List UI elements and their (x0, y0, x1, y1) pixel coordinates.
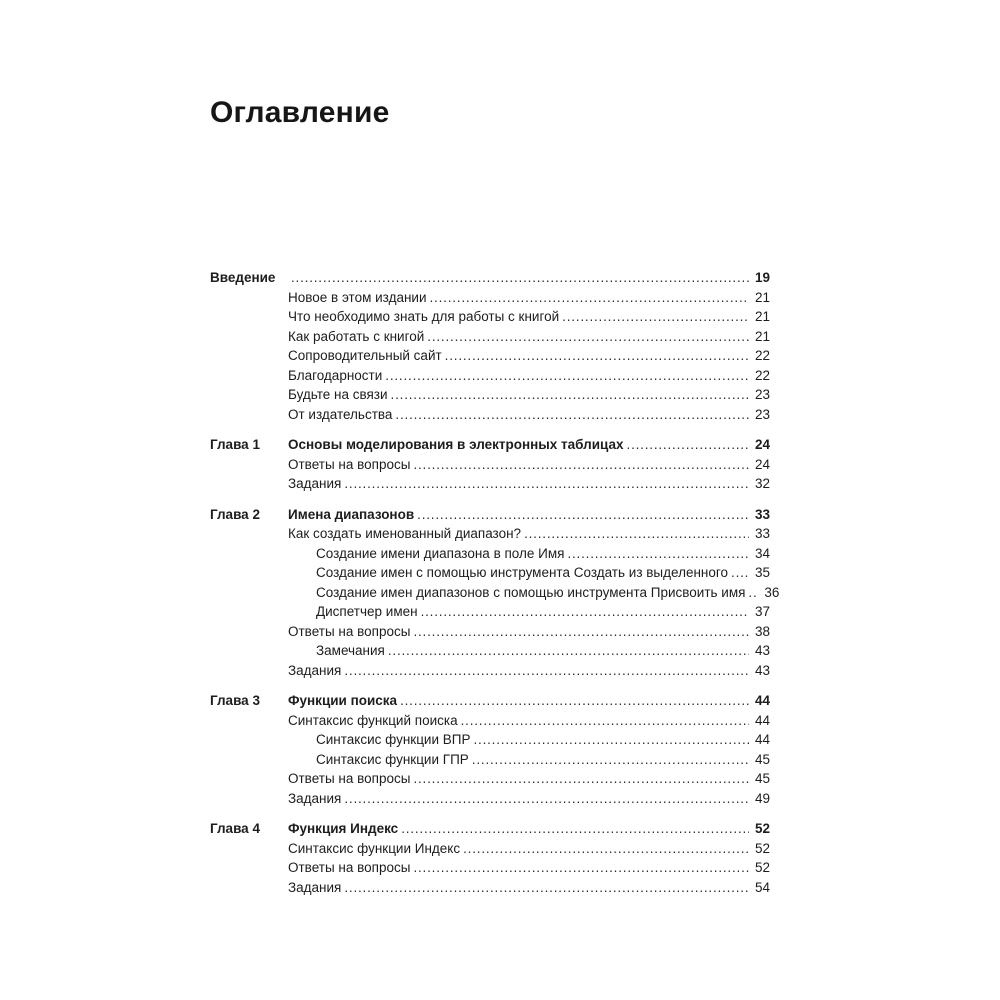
dot-leader (445, 346, 749, 366)
toc-entry-title: Ответы на вопросы (288, 771, 411, 786)
dot-leader (567, 544, 749, 564)
toc-entry-title: Что необходимо знать для работы с книгой (288, 309, 560, 324)
dot-leader (413, 455, 749, 475)
dot-leader (627, 435, 749, 455)
toc-entry (210, 505, 770, 525)
toc-entry-title: Ответы на вопросы (288, 860, 411, 875)
toc-entry-page: 49 (754, 790, 770, 806)
toc-entry-page: 44 (754, 732, 770, 747)
dot-leader (430, 288, 750, 308)
dot-leader (400, 691, 749, 711)
toc-entry-page: 52 (754, 860, 770, 875)
toc-entry-page: 43 (754, 643, 770, 658)
toc-entry-title: Задания (288, 662, 342, 678)
toc-entry-title: Имена диапазонов (288, 506, 415, 522)
toc-entry-label: Введение (210, 270, 276, 285)
toc-entry (210, 858, 770, 878)
toc-entry-page: 22 (754, 367, 770, 383)
toc-entry (210, 307, 770, 327)
toc-entry (210, 524, 770, 544)
toc-entry (210, 474, 770, 494)
dot-leader (427, 327, 749, 347)
toc-entry-page: 37 (754, 604, 770, 619)
toc-entry-page: 22 (754, 348, 770, 363)
toc-entry-page: 33 (754, 506, 770, 522)
dot-leader (463, 839, 749, 859)
toc-entry-page: 34 (754, 545, 770, 561)
toc-entry-title: Новое в этом издании (288, 289, 427, 305)
toc-entry-title: Синтаксис функции ВПР (316, 732, 471, 747)
toc-entry-page: 21 (754, 309, 770, 324)
toc-entry-label: Глава 2 (210, 506, 260, 522)
toc-entry-page: 24 (754, 456, 770, 472)
toc-entry-title: Функция Индекс (288, 821, 399, 836)
toc-entry-title: Синтаксис функции Индекс (288, 840, 461, 856)
toc-list (210, 268, 780, 897)
toc-entry-page: 52 (754, 840, 770, 856)
dot-leader (385, 366, 749, 386)
dot-leader (461, 711, 749, 731)
toc-entry-title: Задания (288, 879, 342, 895)
toc-entry (210, 691, 770, 711)
toc-entry-page: 32 (754, 476, 770, 491)
dot-leader (391, 385, 749, 405)
toc-entry-page: 38 (754, 623, 770, 639)
toc-entry (210, 583, 780, 603)
toc-entry (210, 563, 770, 583)
toc-entry (210, 455, 770, 475)
toc-entry (210, 878, 770, 898)
toc-entry-title: Благодарности (288, 367, 383, 383)
toc-entry-title: От издательства (288, 406, 393, 422)
toc-entry (210, 435, 770, 455)
toc-entry-title: Сопроводительный сайт (288, 348, 442, 363)
toc-entry-page: 21 (754, 289, 770, 305)
dot-leader (344, 878, 749, 898)
toc-entry-title: Ответы на вопросы (288, 456, 411, 472)
toc-entry-title: Синтаксис функций поиска (288, 712, 458, 728)
toc-entry-title: Задания (288, 790, 342, 806)
dot-leader (524, 524, 749, 544)
toc-entry-title: Функции поиска (288, 693, 398, 708)
toc-entry (210, 602, 770, 622)
toc-entry (210, 405, 770, 425)
toc-entry-page: 21 (754, 328, 770, 344)
toc-entry-title: Основы моделирования в электронных таблицах (288, 437, 624, 452)
dot-leader (413, 858, 749, 878)
dot-leader (291, 268, 749, 288)
dot-leader (344, 789, 749, 809)
toc-entry (210, 730, 770, 750)
page-title: Оглавление (210, 96, 390, 129)
toc-entry-page: 36 (764, 584, 780, 600)
toc-entry (210, 769, 770, 789)
dot-leader (562, 307, 749, 327)
toc-entry-page: 52 (754, 821, 770, 836)
toc-entry-page: 45 (754, 751, 770, 767)
toc-entry-page: 33 (754, 526, 770, 541)
dot-leader (344, 661, 749, 681)
page-content (210, 96, 780, 897)
toc-entry-label: Глава 1 (210, 437, 260, 452)
toc-entry-page: 23 (754, 406, 770, 422)
dot-leader (344, 474, 749, 494)
toc-entry (210, 385, 770, 405)
toc-entry-title: Как создать именованный диапазон? (288, 526, 522, 541)
toc-entry-page: 24 (754, 437, 770, 452)
toc-entry (210, 622, 770, 642)
dot-leader (395, 405, 749, 425)
toc-entry-title: Как работать с книгой (288, 328, 425, 344)
toc-entry (210, 789, 770, 809)
dot-leader (413, 769, 749, 789)
dot-leader (401, 819, 749, 839)
toc-entry (210, 839, 770, 859)
toc-entry (210, 819, 770, 839)
toc-entry-title: Ответы на вопросы (288, 623, 411, 639)
toc-entry-title: Замечания (316, 643, 385, 658)
toc-entry (210, 750, 770, 770)
dot-leader (748, 583, 758, 603)
toc-entry-title: Будьте на связи (288, 387, 388, 402)
toc-entry-page: 23 (754, 387, 770, 402)
toc-entry (210, 661, 770, 681)
toc-entry (210, 288, 770, 308)
dot-leader (421, 602, 749, 622)
toc-entry-title: Создание имен с помощью инструмента Создать из выделенного (316, 565, 729, 580)
toc-entry-title: Задания (288, 476, 342, 491)
dot-leader (473, 730, 749, 750)
toc-entry-page: 54 (754, 879, 770, 895)
toc-entry-page: 35 (754, 565, 770, 580)
dot-leader (731, 563, 749, 583)
toc-entry-page: 44 (754, 693, 770, 708)
toc-entry (210, 366, 770, 386)
toc-entry-label: Глава 3 (210, 693, 260, 708)
toc-entry (210, 544, 770, 564)
toc-entry (210, 711, 770, 731)
toc-entry-page: 43 (754, 662, 770, 678)
toc-entry-title: Диспетчер имен (316, 604, 418, 619)
toc-entry-label: Глава 4 (210, 821, 260, 836)
toc-entry-page: 45 (754, 771, 770, 786)
toc-entry-title: Синтаксис функции ГПР (316, 751, 469, 767)
toc-entry-page: 44 (754, 712, 770, 728)
toc-entry (210, 268, 770, 288)
dot-leader (417, 505, 749, 525)
toc-entry (210, 346, 770, 366)
toc-entry-page: 19 (754, 270, 770, 285)
toc-entry-title: Создание имен диапазонов с помощью инструмента Присвоить имя (316, 584, 746, 600)
toc-entry-title: Создание имени диапазона в поле Имя (316, 545, 565, 561)
dot-leader (472, 750, 749, 770)
toc-entry (210, 641, 770, 661)
toc-entry (210, 327, 770, 347)
dot-leader (413, 622, 749, 642)
dot-leader (388, 641, 749, 661)
